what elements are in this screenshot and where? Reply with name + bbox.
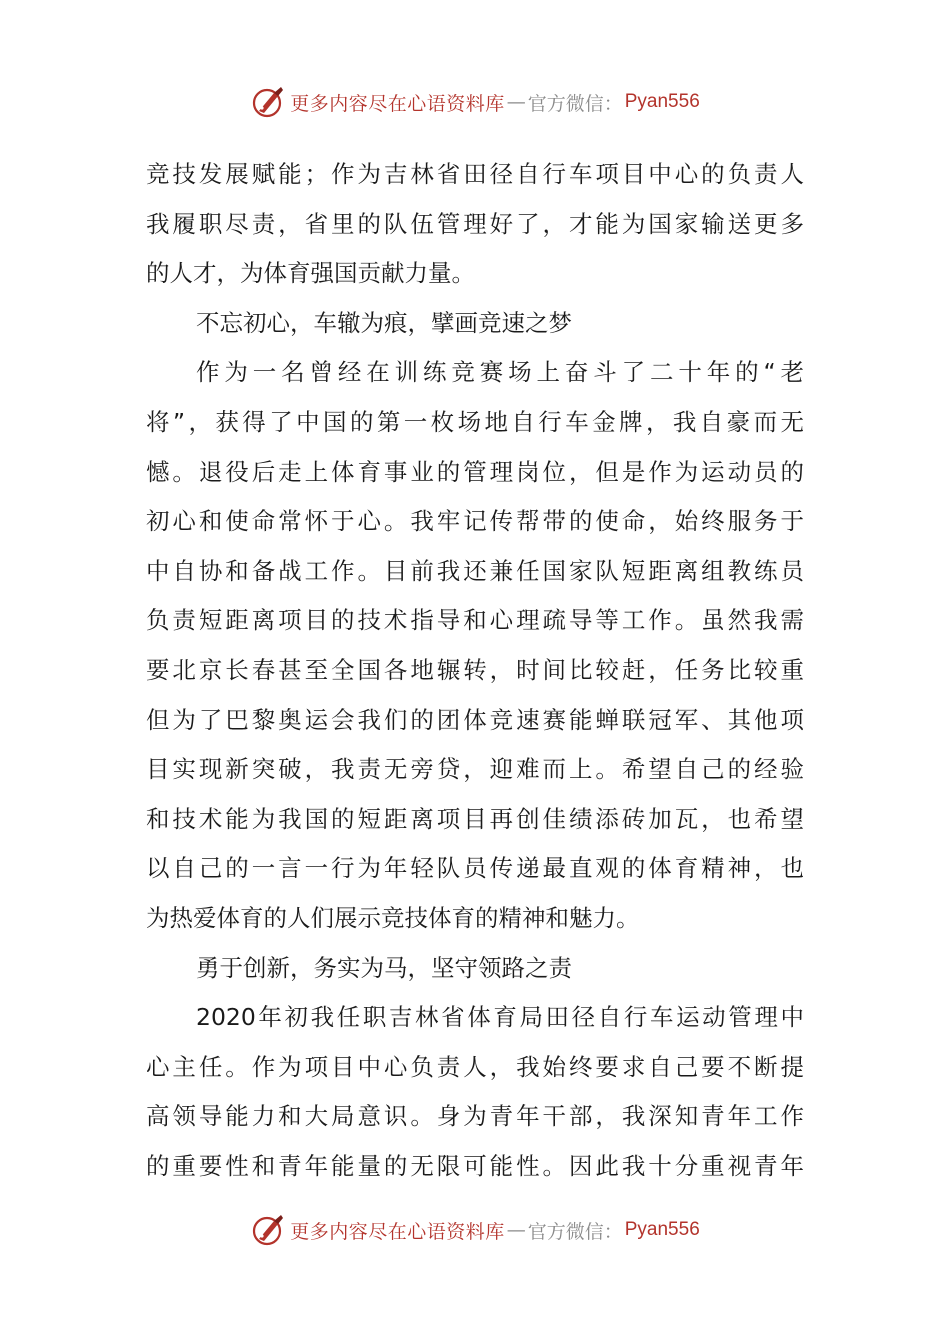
body-line: 负责短距离项目的技术指导和心理疏导等工作。虽然我需 xyxy=(146,606,804,635)
body-line: 以自己的一言一行为年轻队员传递最直观的体育精神，也 xyxy=(146,854,804,883)
body-line: 高领导能力和大局意识。身为青年干部，我深知青年工作 xyxy=(146,1102,804,1131)
watermark-footer xyxy=(0,1210,950,1250)
body-line: 中自协和备战工作。目前我还兼任国家队短距离组教练员 xyxy=(146,556,804,585)
watermark-wechat-label: 官方微信： xyxy=(527,1220,623,1243)
body-line: 目实现新突破，我责无旁贷，迎难而上。希望自己的经验 xyxy=(146,755,804,784)
watermark-separator: — xyxy=(506,91,526,113)
body-line: 将”，获得了中国的第一枚场地自行车金牌，我自豪而无 xyxy=(146,407,804,436)
section-heading: 不忘初心，车辙为痕，擘画竞速之梦 xyxy=(196,308,572,337)
body-line: 作为一名曾经在训练竞赛场上奋斗了二十年的“老 xyxy=(196,358,804,387)
body-line: 要北京长春甚至全国各地辗转，时间比较赶，任务比较重 xyxy=(146,655,804,684)
pen-nib-seal-icon xyxy=(250,84,286,120)
watermark-separator: — xyxy=(506,1219,526,1241)
pen-nib-seal-icon xyxy=(250,1212,286,1248)
section-heading: 勇于创新，务实为马，坚守领路之责 xyxy=(196,953,572,982)
body-line: 但为了巴黎奥运会我们的团体竞速赛能蝉联冠军、其他项 xyxy=(146,705,804,734)
body-line: 我履职尽责，省里的队伍管理好了，才能为国家输送更多 xyxy=(146,209,804,238)
body-line: 的重要性和青年能量的无限可能性。因此我十分重视青年 xyxy=(146,1151,804,1180)
watermark-header xyxy=(0,82,950,122)
body-line: 竞技发展赋能；作为吉林省田径自行车项目中心的负责人 xyxy=(146,160,804,188)
watermark-wechat-id: Pyan556 xyxy=(624,91,700,112)
watermark-site-text: 更多内容尽在心语资料库 xyxy=(290,1220,505,1243)
watermark-wechat-id: Pyan556 xyxy=(624,1219,700,1240)
body-line: 初心和使命常怀于心。我牢记传帮带的使命，始终服务于 xyxy=(146,507,804,536)
body-line: 的人才，为体育强国贡献力量。 xyxy=(146,259,475,288)
body-line: 憾。退役后走上体育事业的管理岗位，但是作为运动员的 xyxy=(146,457,804,486)
body-line: 心主任。作为项目中心负责人，我始终要求自己要不断提 xyxy=(146,1052,804,1081)
watermark-wechat-label: 官方微信： xyxy=(527,92,623,115)
body-line: 和技术能为我国的短距离项目再创佳绩添砖加瓦，也希望 xyxy=(146,804,804,833)
body-line: 2020年初我任职吉林省体育局田径自行车运动管理中 xyxy=(196,1003,804,1032)
body-line: 为热爱体育的人们展示竞技体育的精神和魅力。 xyxy=(146,903,640,932)
watermark-site-text: 更多内容尽在心语资料库 xyxy=(290,92,505,115)
document-body xyxy=(146,150,804,1191)
